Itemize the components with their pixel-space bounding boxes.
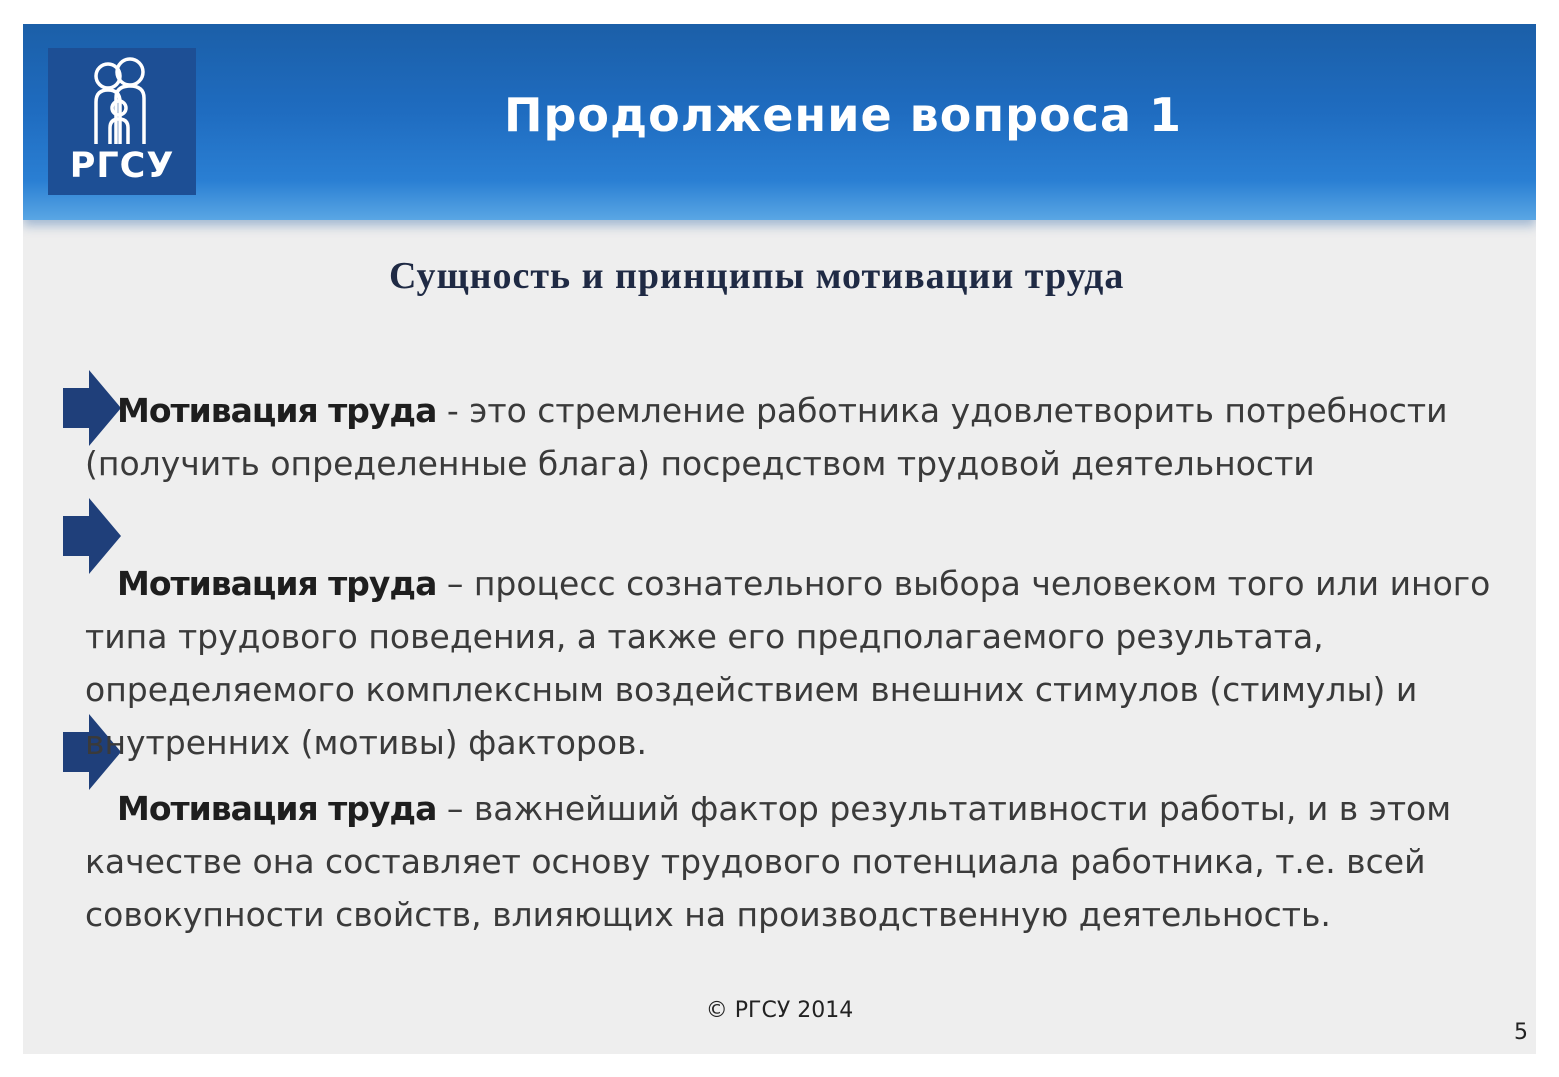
definition-term: Мотивация труда — [117, 391, 437, 430]
definition-paragraph-2 — [85, 557, 1535, 769]
logo-figures-icon — [86, 56, 158, 148]
definition-term: Мотивация труда — [117, 564, 437, 603]
slide — [23, 24, 1536, 1054]
definition-paragraph-3 — [85, 782, 1535, 941]
definition-text: – важнейший фактор результативности работы, и в этом качестве она составляет основу трудового потенциала работника, т.е. всей совокупности свойств, влияющих на производственную деятельность. — [85, 789, 1452, 934]
definition-text: – процесс сознательного выбора человеком того или иного типа трудового поведения, а также его предполагаемого результата, определяемого комплексным воздействием внешних стимулов (стимулы) и внутренних (мотивы) факторов. — [85, 564, 1491, 762]
section-subtitle: Сущность и принципы мотивации труда — [389, 255, 1125, 297]
copyright-footer: © РГСУ 2014 — [705, 998, 854, 1023]
definition-paragraph-1 — [85, 384, 1535, 490]
logo-text: РГСУ — [69, 146, 175, 186]
definition-term: Мотивация труда — [117, 789, 437, 828]
page-number: 5 — [1514, 1020, 1528, 1045]
logo — [48, 48, 196, 195]
definition-text: - это стремление работника удовлетворить потребности (получить определенные блага) посредством трудовой деятельности — [85, 391, 1448, 483]
header-bar — [23, 24, 1536, 220]
page-title: Продолжение вопроса 1 — [503, 88, 1183, 142]
